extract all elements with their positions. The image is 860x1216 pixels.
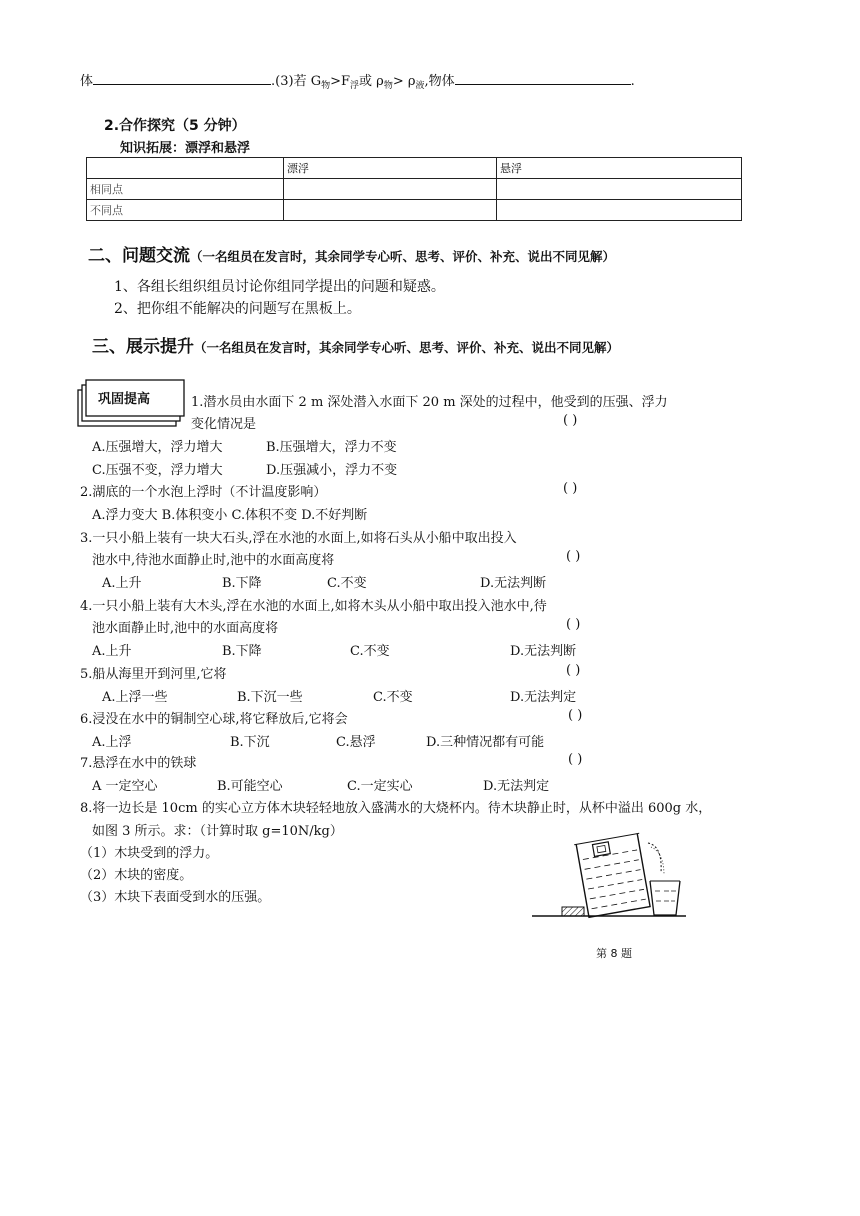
q4-option-d: D.无法判断 xyxy=(510,644,577,659)
q3-option-c: C.不变 xyxy=(327,576,367,591)
section-title: 二、问题交流 xyxy=(88,246,190,266)
coop-title: 2.合作探究（5 分钟） xyxy=(104,118,246,134)
subscript: 浮 xyxy=(350,81,360,91)
support-block xyxy=(562,907,584,916)
figure-caption: 第 8 题 xyxy=(596,947,632,960)
consolidation-badge xyxy=(76,376,188,430)
q6-option-c: C.悬浮 xyxy=(336,735,376,750)
q4-line2: 池水面静止时,池中的水面高度将 xyxy=(92,621,279,636)
q7-stem: 7.悬浮在水中的铁球 xyxy=(80,756,197,771)
table-cell[interactable] xyxy=(284,200,497,221)
table-row xyxy=(87,200,742,221)
q5-option-b: B.下沉一些 xyxy=(237,690,303,705)
cup-icon xyxy=(650,881,680,915)
q5-stem: 5.船从海里开到河里,它将 xyxy=(80,667,227,682)
table-header-cell xyxy=(87,158,284,179)
table-cell[interactable] xyxy=(497,179,742,200)
q5-option-c: C.不变 xyxy=(373,690,413,705)
text: >F xyxy=(330,74,351,89)
subscript: 物 xyxy=(383,81,393,91)
text: .(3)若 G xyxy=(271,74,322,89)
q1-line1: 1.潜水员由水面下 2 m 深处潜入水面下 20 m 深处的过程中，他受到的压强、浮力 xyxy=(191,395,668,410)
subscript: 液 xyxy=(415,81,425,91)
text: ,物体 xyxy=(424,74,455,89)
answer-blank[interactable] xyxy=(455,72,631,85)
q8-subquestion-1: （1）木块受到的浮力。 xyxy=(80,846,219,861)
q1-option-c: C.压强不变，浮力增大 xyxy=(92,463,223,478)
section-title: 三、展示提升 xyxy=(92,337,194,357)
q3-answer-paren[interactable]: ( ) xyxy=(566,549,581,564)
q1-option-b: B.压强增大，浮力不变 xyxy=(266,440,397,455)
q3-option-a: A.上升 xyxy=(102,576,142,591)
beaker-overflow-figure xyxy=(530,825,690,920)
q4-answer-paren[interactable]: ( ) xyxy=(566,617,581,632)
list-item: 1、各组长组织组员讨论你组同学提出的问题和疑惑。 xyxy=(114,279,445,295)
q7-option-a: A 一定空心 xyxy=(92,779,158,794)
q8-line2: 如图 3 所示。求：（计算时取 g=10N/kg） xyxy=(92,824,343,839)
comparison-table xyxy=(86,157,742,221)
q1-option-a: A.压强增大，浮力增大 xyxy=(92,440,223,455)
coop-subtitle: 知识拓展：漂浮和悬浮 xyxy=(120,141,251,156)
table-header-cell: 漂浮 xyxy=(284,158,497,179)
q3-line1: 3.一只小船上装有一块大石头,浮在水池的水面上,如将石头从小船中取出投入 xyxy=(80,531,517,546)
text: . xyxy=(630,74,635,89)
q6-option-a: A.上浮 xyxy=(92,735,132,750)
q8-subquestion-2: （2）木块的密度。 xyxy=(80,868,193,883)
q4-option-c: C.不变 xyxy=(350,644,390,659)
q5-option-d: D.无法判定 xyxy=(510,690,577,705)
q7-option-c: C.一定实心 xyxy=(347,779,413,794)
q1-answer-paren[interactable]: ( ) xyxy=(563,413,578,428)
q3-option-d: D.无法判断 xyxy=(480,576,547,591)
text: 体 xyxy=(80,74,94,89)
table-row-label: 相同点 xyxy=(87,179,284,200)
section2-heading xyxy=(88,241,615,266)
table-row xyxy=(87,179,742,200)
wood-block xyxy=(592,842,610,857)
q6-stem: 6.浸没在水中的铜制空心球,将它释放后,它将会 xyxy=(80,712,348,727)
q4-option-b: B.下降 xyxy=(222,644,262,659)
list-item: 2、把你组不能解决的问题写在黑板上。 xyxy=(114,301,361,317)
q6-answer-paren[interactable]: ( ) xyxy=(568,708,583,723)
q1-option-d: D.压强减小，浮力不变 xyxy=(266,463,398,478)
q6-option-d: D.三种情况都有可能 xyxy=(426,735,545,750)
text: 或 ρ xyxy=(359,74,384,89)
q8-line1: 8.将一边长是 10cm 的实心立方体木块轻轻地放入盛满水的大烧杯内。待木块静止时，从杯中溢出 600g 水， xyxy=(80,801,712,816)
table-cell[interactable] xyxy=(497,200,742,221)
table-header-cell: 悬浮 xyxy=(497,158,742,179)
q5-answer-paren[interactable]: ( ) xyxy=(566,663,581,678)
q5-option-a: A.上浮一些 xyxy=(102,690,168,705)
subscript: 物 xyxy=(321,81,331,91)
q7-answer-paren[interactable]: ( ) xyxy=(568,752,583,767)
q6-option-b: B.下沉 xyxy=(230,735,270,750)
q7-option-d: D.无法判定 xyxy=(483,779,550,794)
table-cell[interactable] xyxy=(284,179,497,200)
table-row xyxy=(87,158,742,179)
q2-options: A.浮力变大 B.体积变小 C.体积不变 D.不好判断 xyxy=(92,508,368,523)
overflow-stream xyxy=(648,843,661,873)
q4-line1: 4.一只小船上装有大木头,浮在水池的水面上,如将木头从小船中取出投入池水中,待 xyxy=(80,599,547,614)
badge-label: 巩固提高 xyxy=(98,392,151,407)
q7-option-b: B.可能空心 xyxy=(217,779,283,794)
q3-option-b: B.下降 xyxy=(222,576,262,591)
section-note: （一名组员在发言时，其余同学专心听、思考、评价、补充、说出不同见解） xyxy=(194,340,620,355)
answer-blank[interactable] xyxy=(93,72,271,85)
section-note: （一名组员在发言时，其余同学专心听、思考、评价、补充、说出不同见解） xyxy=(190,249,616,264)
q2-stem: 2.湖底的一个水泡上浮时（不计温度影响） xyxy=(80,485,327,500)
section3-heading xyxy=(92,332,619,357)
beaker-icon xyxy=(574,833,652,917)
text: > ρ xyxy=(392,74,416,89)
q2-answer-paren[interactable]: ( ) xyxy=(563,481,578,496)
top-fill-line xyxy=(80,70,635,89)
q8-subquestion-3: （3）木块下表面受到水的压强。 xyxy=(80,890,271,905)
q3-line2: 池水中,待池水面静止时,池中的水面高度将 xyxy=(92,553,335,568)
table-row-label: 不同点 xyxy=(87,200,284,221)
q4-option-a: A.上升 xyxy=(92,644,132,659)
q1-line2: 变化情况是 xyxy=(191,417,257,432)
